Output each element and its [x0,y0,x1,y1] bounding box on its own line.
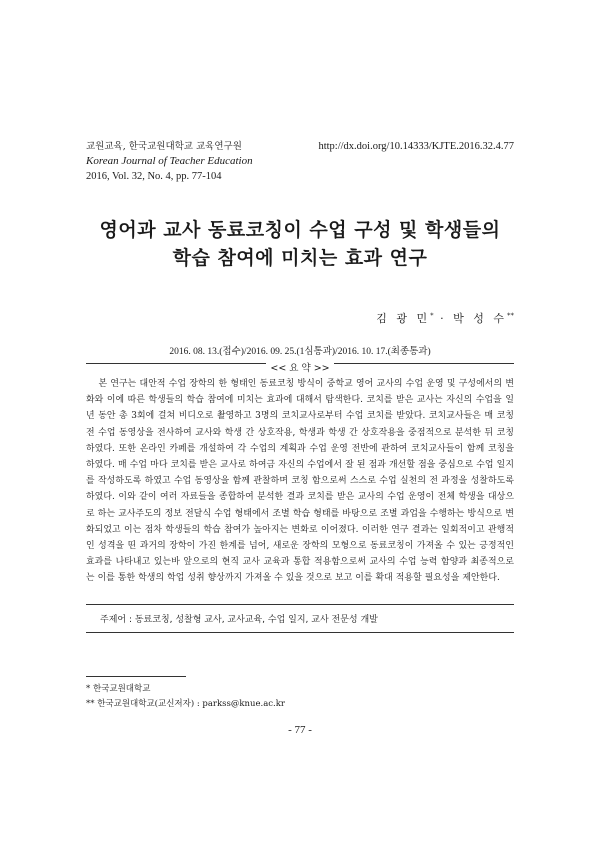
journal-name: Korean Journal of Teacher Education [86,155,253,167]
title-line-2: 학습 참여에 미치는 효과 연구 [172,247,428,269]
publisher: 교원교육, 한국교원대학교 교육연구원 [86,141,242,152]
author-2: 박 성 수 [453,312,507,325]
submission-dates: 2016. 08. 13.(접수)/2016. 09. 25.(1심통과)/2016. 10. 17.(최종통과) [169,347,431,357]
doi-link[interactable]: http://dx.doi.org/10.14333/KJTE.2016.32.4.77 [318,141,514,152]
author-1-mark: * [430,311,434,320]
keywords-text: 동료코칭, 성찰형 교사, 교사교육, 수업 일지, 교사 전문성 개발 [134,615,378,625]
volume-info: 2016, Vol. 32, No. 4, pp. 77-104 [86,171,222,182]
abstract-bottom-rule [86,604,514,605]
abstract-heading-text: << 요 약 >> [266,363,333,374]
page-number: - 77 - [288,724,312,736]
title-line-1: 영어과 교사 동료코칭이 수업 구성 및 학생들의 [99,219,501,241]
paper-title [60,216,540,272]
journal-header [86,139,346,184]
author-1: 김 광 민 [376,312,431,325]
footnotes [86,682,514,712]
abstract-body: 본 연구는 대안적 수업 장학의 한 형태인 동료코칭 방식이 중학교 영어 교사의 수업 운영 및 구성에서의 변화와 이에 따른 학생들의 학습 참여에 미치는 효과에 대해서 탐색한다. 코치를 받은 교사는 자신의 수업을 일 년 동안 총 3회에 걸쳐 비디오로 촬영하고 3명의 코치교사로부터 수업 코치를 받았다. 코치교사들은 매 코칭 전 수업 동영상을 전사하여 교사와 학생 간 상호작용, 학생과 학생 간 상호작용을 중점적으로 분석한 뒤 코칭 하였다. 또한 온라인 카페를 개설하여 각 수업의 계획과 수업 운영 전반에 관하여 코치교사들이 함께 코칭을 하였다. 매 수업 마다 코치를 받은 교사로 하여금 자신의 수업에서 잘 된 점과 개선할 점을 중심으로 수업 일지를 작성하도록 하였고 수업 동영상을 함께 관찰하며 코칭 함으로써 스스로 수업 실천의 전 과정을 성찰하도록 하였다. 이와 같이 여러 자료들을 종합하여 분석한 결과 코치를 받은 교사의 수업 운영이 전체 학생을 대상으로 하는 교사주도의 정보 전달식 수업 형태에서 조별 학습 형태를 바탕으로 조별 과업을 수행하는 방식으로 변화되었고 이는 점차 학생들의 학습 참여가 높아지는 변화로 이어졌다. 이러한 연구 결과는 일회적이고 관행적인 성격을 띤 과거의 장학이 가진 한계를 넘어, 새로운 장학의 모형으로 동료코칭이 가져올 수 있는 긍정적인 효과를 나타내고 있는바 앞으로의 현직 교사 교육과 통합 적용함으로써 교사의 수업 능력 함양과 최종적으로는 이를 통한 학생의 학업 성취 향상까지 가져올 수 있을 것으로 보고 이를 확대 적용할 필요성을 제안한다. [86,379,514,584]
footnote-rule [86,676,186,677]
abstract-heading [0,356,600,375]
footnote-2: ** 한국교원대학교(교신저자) : parkss@knue.ac.kr [86,699,285,709]
author-2-mark: ** [507,311,514,320]
author-list [376,310,514,326]
keywords-label: 주제어 : [100,615,132,625]
keywords-bottom-rule [86,632,514,633]
author-separator: · [433,312,454,325]
footnote-1: * 한국교원대학교 [86,684,151,694]
keywords [86,612,514,625]
